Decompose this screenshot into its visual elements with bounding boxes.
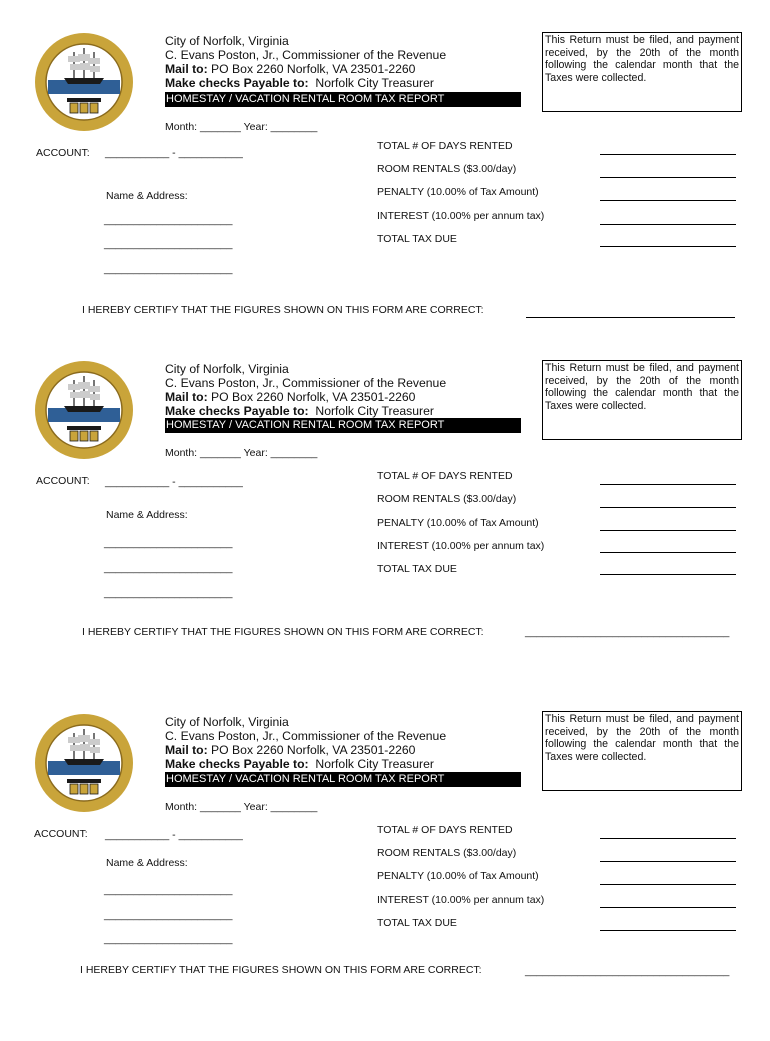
penalty-label: PENALTY (10.00% of Tax Amount) [377, 517, 539, 529]
room-rentals-field[interactable] [600, 861, 736, 862]
tax-report-form-3 [0, 711, 770, 1041]
checks-payable-line [165, 76, 446, 90]
month-year-field[interactable]: Month: _______ Year: ________ [165, 801, 318, 813]
city-seal-icon [34, 32, 134, 132]
checks-payable-label: Make checks Payable to: [165, 757, 309, 771]
certification-statement: I HEREBY CERTIFY THAT THE FIGURES SHOWN ON THIS FORM ARE CORRECT: [82, 304, 484, 316]
mail-to-label: Mail to: [165, 743, 208, 757]
room-rentals-label: ROOM RENTALS ($3.00/day) [377, 163, 517, 175]
header-block [165, 362, 446, 418]
mail-to-label: Mail to: [165, 390, 208, 404]
commissioner-name: C. Evans Poston, Jr., Commissioner of the Revenue [165, 729, 447, 743]
checks-payable-label: Make checks Payable to: [165, 76, 309, 90]
account-label: ACCOUNT: [34, 828, 88, 840]
room-rentals-label: ROOM RENTALS ($3.00/day) [377, 493, 517, 505]
address-line-3[interactable]: ______________________ [104, 263, 233, 275]
interest-label: INTEREST (10.00% per annum tax) [377, 210, 545, 222]
report-title-banner: HOMESTAY / VACATION RENTAL ROOM TAX REPORT [165, 772, 521, 787]
tax-report-form-2 [0, 358, 770, 688]
checks-payable-line [165, 404, 446, 418]
month-year-field[interactable]: Month: _______ Year: ________ [165, 447, 318, 459]
city-seal-icon [34, 713, 134, 813]
penalty-field[interactable] [600, 884, 736, 885]
city-name: City of Norfolk, Virginia [165, 362, 289, 376]
city-seal-icon [34, 360, 134, 460]
account-number-field[interactable]: ___________ - ___________ [105, 147, 243, 159]
signature-line[interactable] [526, 317, 735, 318]
account-number-field[interactable]: ___________ - ___________ [105, 829, 243, 841]
header-block [165, 715, 446, 771]
report-title-banner: HOMESTAY / VACATION RENTAL ROOM TAX REPORT [165, 418, 521, 433]
checks-payable-value: Norfolk City Treasurer [315, 404, 434, 418]
penalty-label: PENALTY (10.00% of Tax Amount) [377, 870, 539, 882]
total-tax-due-label: TOTAL TAX DUE [377, 563, 457, 575]
tax-report-form-1 [0, 30, 770, 360]
certification-statement: I HEREBY CERTIFY THAT THE FIGURES SHOWN ON THIS FORM ARE CORRECT: [80, 964, 482, 976]
address-line-2[interactable]: ______________________ [104, 909, 233, 921]
mail-to-address: PO Box 2260 Norfolk, VA 23501-2260 [211, 62, 416, 76]
checks-payable-value: Norfolk City Treasurer [315, 757, 434, 771]
address-line-1[interactable]: ______________________ [104, 884, 233, 896]
name-address-label: Name & Address: [106, 509, 188, 521]
certification-statement: I HEREBY CERTIFY THAT THE FIGURES SHOWN ON THIS FORM ARE CORRECT: [82, 626, 484, 638]
interest-field[interactable] [600, 552, 736, 553]
mail-to-line [165, 743, 446, 757]
address-line-3[interactable]: ______________________ [104, 933, 233, 945]
total-days-rented-label: TOTAL # OF DAYS RENTED [377, 470, 513, 482]
commissioner-name: C. Evans Poston, Jr., Commissioner of the Revenue [165, 376, 447, 390]
interest-field[interactable] [600, 224, 736, 225]
mail-to-line [165, 62, 446, 76]
account-label: ACCOUNT: [36, 475, 90, 487]
address-line-1[interactable]: ______________________ [104, 214, 233, 226]
signature-field[interactable]: ___________________________________ [525, 626, 730, 638]
room-rentals-label: ROOM RENTALS ($3.00/day) [377, 847, 517, 859]
mail-to-address: PO Box 2260 Norfolk, VA 23501-2260 [211, 390, 416, 404]
city-name: City of Norfolk, Virginia [165, 34, 289, 48]
checks-payable-line [165, 757, 446, 771]
penalty-label: PENALTY (10.00% of Tax Amount) [377, 186, 539, 198]
total-tax-due-field[interactable] [600, 246, 736, 247]
signature-field[interactable]: ___________________________________ [525, 965, 730, 977]
mail-to-address: PO Box 2260 Norfolk, VA 23501-2260 [211, 743, 416, 757]
total-tax-due-field[interactable] [600, 574, 736, 575]
total-tax-due-label: TOTAL TAX DUE [377, 917, 457, 929]
mail-to-line [165, 390, 446, 404]
filing-notice: This Return must be filed, and payment received, by the 20th of the month following the calendar month that the Taxes were collected. [542, 360, 742, 440]
penalty-field[interactable] [600, 530, 736, 531]
interest-label: INTEREST (10.00% per annum tax) [377, 894, 545, 906]
month-year-field[interactable]: Month: _______ Year: ________ [165, 121, 318, 133]
filing-notice: This Return must be filed, and payment received, by the 20th of the month following the calendar month that the Taxes were collected. [542, 711, 742, 791]
account-label: ACCOUNT: [36, 147, 90, 159]
filing-notice: This Return must be filed, and payment received, by the 20th of the month following the calendar month that the Taxes were collected. [542, 32, 742, 112]
address-line-3[interactable]: ______________________ [104, 587, 233, 599]
checks-payable-value: Norfolk City Treasurer [315, 76, 434, 90]
total-days-rented-label: TOTAL # OF DAYS RENTED [377, 824, 513, 836]
interest-field[interactable] [600, 907, 736, 908]
total-days-rented-label: TOTAL # OF DAYS RENTED [377, 140, 513, 152]
checks-payable-label: Make checks Payable to: [165, 404, 309, 418]
total-days-rented-field[interactable] [600, 154, 736, 155]
address-line-1[interactable]: ______________________ [104, 537, 233, 549]
city-name: City of Norfolk, Virginia [165, 715, 289, 729]
header-block [165, 34, 446, 90]
address-line-2[interactable]: ______________________ [104, 562, 233, 574]
account-number-field[interactable]: ___________ - ___________ [105, 476, 243, 488]
total-tax-due-label: TOTAL TAX DUE [377, 233, 457, 245]
total-days-rented-field[interactable] [600, 838, 736, 839]
interest-label: INTEREST (10.00% per annum tax) [377, 540, 545, 552]
penalty-field[interactable] [600, 200, 736, 201]
total-days-rented-field[interactable] [600, 484, 736, 485]
total-tax-due-field[interactable] [600, 930, 736, 931]
report-title-banner: HOMESTAY / VACATION RENTAL ROOM TAX REPORT [165, 92, 521, 107]
name-address-label: Name & Address: [106, 190, 188, 202]
room-rentals-field[interactable] [600, 507, 736, 508]
room-rentals-field[interactable] [600, 177, 736, 178]
commissioner-name: C. Evans Poston, Jr., Commissioner of the Revenue [165, 48, 447, 62]
address-line-2[interactable]: ______________________ [104, 238, 233, 250]
mail-to-label: Mail to: [165, 62, 208, 76]
name-address-label: Name & Address: [106, 857, 188, 869]
